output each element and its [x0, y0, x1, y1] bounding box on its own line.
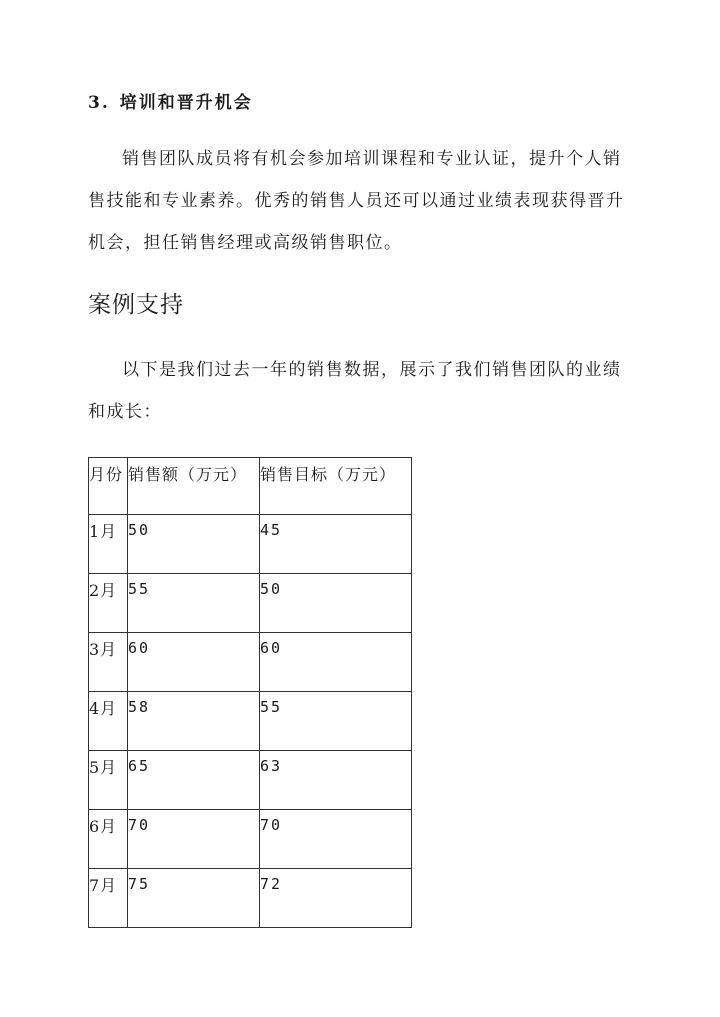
subsection-number: 3.	[88, 93, 110, 113]
cell-month: 5月	[89, 751, 128, 810]
training-paragraph: 销售团队成员将有机会参加培训课程和专业认证，提升个人销售技能和专业素养。优秀的销售人员还可以通过业绩表现获得晋升机会，担任销售经理或高级销售职位。	[88, 149, 625, 253]
cell-month: 1月	[89, 515, 128, 574]
cell-month: 4月	[89, 692, 128, 751]
cell-target: 60	[260, 633, 412, 692]
cell-target: 45	[260, 515, 412, 574]
data-intro-paragraph: 以下是我们过去一年的销售数据，展示了我们销售团队的业绩和成长：	[88, 360, 622, 422]
header-target: 销售目标（万元）	[260, 458, 412, 515]
cell-target: 50	[260, 574, 412, 633]
cell-month: 2月	[89, 574, 128, 633]
cell-target: 55	[260, 692, 412, 751]
cell-sales: 50	[128, 515, 260, 574]
table-row	[89, 692, 412, 751]
subsection-title: 培训和晋升机会	[119, 93, 253, 113]
table-row	[89, 574, 412, 633]
subsection-heading	[88, 88, 253, 113]
table-row	[89, 515, 412, 574]
table-row	[89, 633, 412, 692]
table-row	[89, 810, 412, 869]
table-row	[89, 869, 412, 928]
cell-month: 3月	[89, 633, 128, 692]
cell-sales: 60	[128, 633, 260, 692]
table-row	[89, 751, 412, 810]
header-sales: 销售额（万元）	[128, 458, 260, 515]
cell-target: 63	[260, 751, 412, 810]
sales-table	[88, 457, 412, 928]
cell-sales: 70	[128, 810, 260, 869]
cell-month: 6月	[89, 810, 128, 869]
cell-sales: 65	[128, 751, 260, 810]
section-title: 案例支持	[88, 292, 184, 318]
cell-sales: 58	[128, 692, 260, 751]
header-month: 月份	[89, 458, 128, 515]
cell-sales: 55	[128, 574, 260, 633]
cell-month: 7月	[89, 869, 128, 928]
cell-target: 72	[260, 869, 412, 928]
table-header-row	[89, 458, 412, 515]
cell-sales: 75	[128, 869, 260, 928]
cell-target: 70	[260, 810, 412, 869]
